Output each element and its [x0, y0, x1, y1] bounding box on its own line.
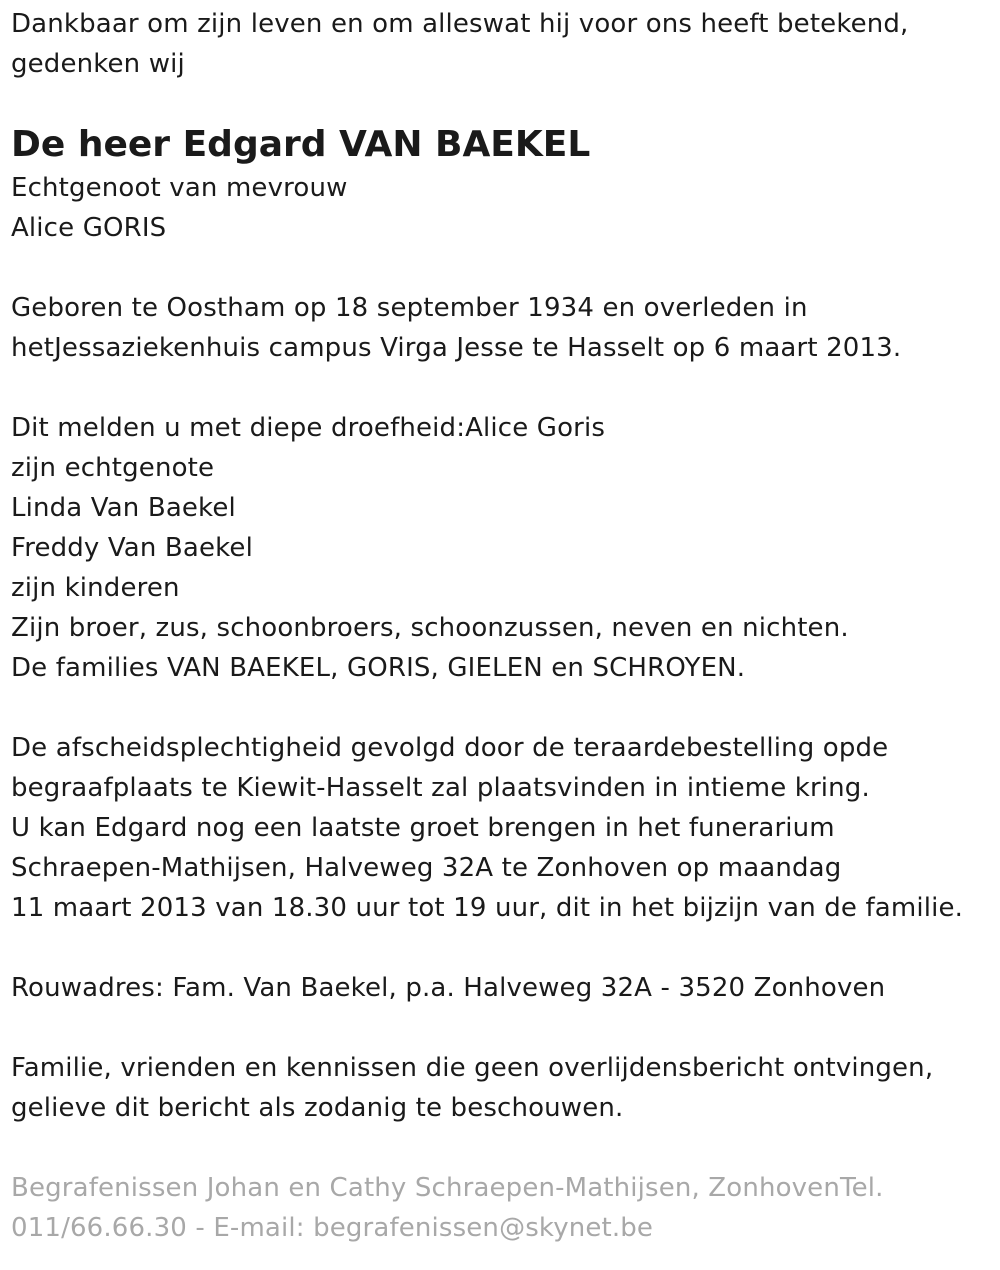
- obituary-notice: [11, 4, 991, 1248]
- ceremony-line-5: 11 maart 2013 van 18.30 uur tot 19 uur, dit in het bijzijn van de familie.: [11, 893, 964, 923]
- notice-line-1: Familie, vrienden en kennissen die geen overlijdensbericht ontvingen,: [11, 1053, 934, 1083]
- intro-section: [11, 4, 991, 84]
- ceremony-line-1: De afscheidsplechtigheid gevolgd door de teraardebestelling opde: [11, 733, 889, 763]
- family-line-2: zijn echtgenote: [11, 453, 215, 483]
- footer-line-2: 011/66.66.30 - E-mail: begrafenissen@skynet.be: [11, 1213, 654, 1243]
- family-line-5: zijn kinderen: [11, 573, 180, 603]
- birth-death-section: [11, 288, 991, 368]
- spacer: [11, 1008, 991, 1048]
- ceremony-section: [11, 728, 991, 928]
- family-line-6: Zijn broer, zus, schoonbroers, schoonzussen, neven en nichten.: [11, 613, 849, 643]
- ceremony-line-3: U kan Edgard nog een laatste groet brengen in het funerarium: [11, 813, 835, 843]
- deceased-name: De heer Edgard VAN BAEKEL: [11, 124, 591, 165]
- intro-line-2: gedenken wij: [11, 49, 185, 79]
- family-line-3: Linda Van Baekel: [11, 493, 236, 523]
- notice-line-2: gelieve dit bericht als zodanig te beschouwen.: [11, 1093, 624, 1123]
- spacer: [11, 688, 991, 728]
- ceremony-line-4: Schraepen-Mathijsen, Halveweg 32A te Zonhoven op maandag: [11, 853, 842, 883]
- family-line-7: De families VAN BAEKEL, GORIS, GIELEN en SCHROYEN.: [11, 653, 746, 683]
- spacer: [11, 928, 991, 968]
- spacer: [11, 1128, 991, 1168]
- spacer: [11, 368, 991, 408]
- birth-death-line-1: Geboren te Oostham op 18 september 1934 en overleden in: [11, 293, 808, 323]
- spouse-section: [11, 168, 991, 248]
- ceremony-line-2: begraafplaats te Kiewit-Hasselt zal plaatsvinden in intieme kring.: [11, 773, 870, 803]
- spouse-line-2: Alice GORIS: [11, 213, 167, 243]
- family-line-4: Freddy Van Baekel: [11, 533, 253, 563]
- family-section: [11, 408, 991, 688]
- address-section: [11, 968, 991, 1008]
- funeral-home-footer: [11, 1168, 991, 1248]
- intro-line-1: Dankbaar om zijn leven en om alleswat hij voor ons heeft betekend,: [11, 9, 909, 39]
- address-line: Rouwadres: Fam. Van Baekel, p.a. Halveweg 32A - 3520 Zonhoven: [11, 973, 886, 1003]
- spouse-line-1: Echtgenoot van mevrouw: [11, 173, 348, 203]
- birth-death-line-2: hetJessaziekenhuis campus Virga Jesse te Hasselt op 6 maart 2013.: [11, 333, 902, 363]
- notice-section: [11, 1048, 991, 1128]
- family-line-1: Dit melden u met diepe droefheid:Alice Goris: [11, 413, 606, 443]
- footer-line-1: Begrafenissen Johan en Cathy Schraepen-Mathijsen, ZonhovenTel.: [11, 1173, 884, 1203]
- spacer: [11, 248, 991, 288]
